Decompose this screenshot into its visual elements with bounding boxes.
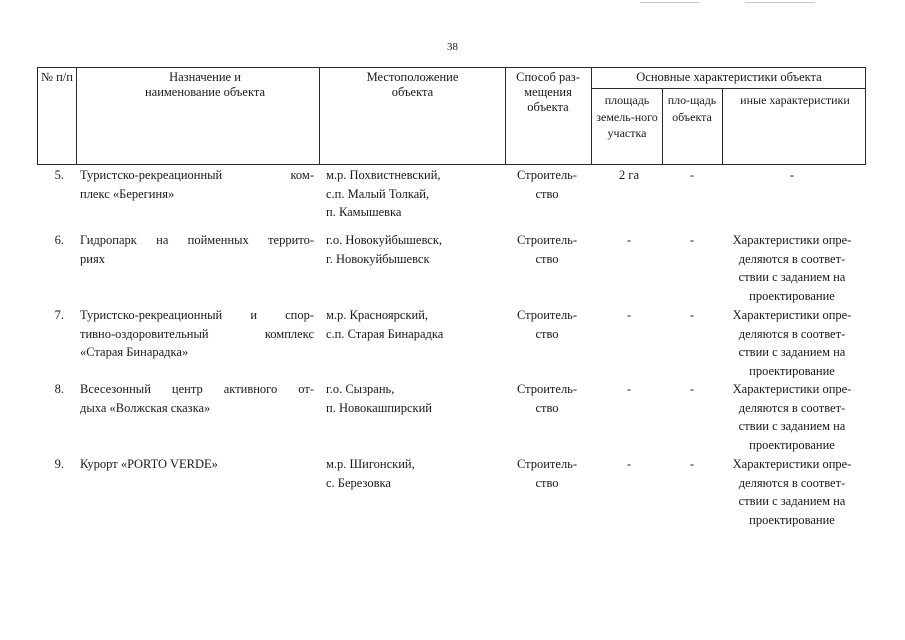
row-number: 8.	[54, 382, 64, 396]
other-characteristics-line: ствии с заданием на	[738, 494, 846, 508]
other-characteristics-line: ствии с заданием на	[738, 345, 846, 359]
other-characteristics-line: ствии с заданием на	[738, 270, 846, 284]
col-divider-name	[319, 67, 320, 164]
header-main-characteristics: Основные характеристики объекта	[636, 70, 822, 84]
object-name-line: Гидропарк на пойменных террито-	[80, 233, 314, 247]
other-characteristics-line: Характеристики опре-	[732, 233, 852, 247]
other-characteristics-line: деляются в соответ-	[738, 400, 846, 415]
header-sub-border	[591, 88, 866, 89]
row-number: 7.	[54, 308, 64, 322]
col-divider-num	[76, 67, 77, 164]
object-name-line: риях	[80, 251, 105, 266]
land-area: -	[626, 382, 632, 396]
col-divider-method	[591, 67, 592, 164]
land-area: -	[626, 457, 632, 471]
other-characteristics-line: деляются в соответ-	[738, 475, 846, 490]
other-characteristics-line: проектирование	[749, 437, 835, 452]
col-divider-location	[505, 67, 506, 164]
object-location-line: с.п. Малый Толкай,	[326, 186, 430, 201]
placement-method	[507, 380, 587, 417]
other-characteristics	[720, 306, 864, 380]
object-name-line: Курорт «PORTO VERDE»	[80, 457, 218, 471]
header-name: Назначение и наименование объекта	[144, 70, 266, 99]
placement-method-line: ство	[535, 400, 559, 415]
object-name	[80, 306, 314, 362]
object-location-line: п. Камышевка	[326, 205, 402, 219]
object-name	[80, 455, 314, 474]
header-location: Местоположение объекта	[366, 70, 459, 99]
object-location-line: г.о. Новокуйбышевск,	[326, 233, 443, 247]
object-location	[326, 455, 506, 492]
header-method: Способ раз-мещения объекта	[516, 70, 580, 114]
placement-method	[507, 231, 587, 268]
object-location-line: м.р. Красноярский,	[326, 308, 429, 322]
other-characteristics	[720, 166, 864, 185]
other-characteristics	[720, 380, 864, 454]
placement-method-line: Строитель-	[516, 233, 578, 247]
placement-method	[507, 166, 587, 203]
object-area: -	[689, 308, 695, 322]
object-name-line: «Старая Бинарадка»	[80, 345, 189, 359]
placement-method-line: ство	[535, 251, 559, 266]
object-location	[326, 380, 506, 417]
object-name-line: Туристско-рекреационный и спор-	[80, 308, 314, 322]
scan-artifact-top	[640, 2, 700, 3]
row-number: 6.	[54, 233, 64, 247]
object-name	[80, 231, 314, 268]
col-divider-area	[662, 88, 663, 164]
header-object-area: пло-щадь объекта	[667, 93, 717, 124]
other-characteristics-line: деляются в соответ-	[738, 251, 846, 266]
table-right-border	[865, 67, 866, 164]
object-name-line: Туристско-рекреационный ком-	[80, 168, 314, 182]
header-other-characteristics: иные характеристики	[740, 93, 850, 107]
header-land-area: площадь земель-ного участка	[596, 93, 658, 140]
object-area: -	[689, 233, 695, 247]
land-area: -	[626, 233, 632, 247]
other-characteristics-line: проектирование	[749, 288, 835, 303]
other-characteristics	[720, 231, 864, 305]
placement-method-line: Строитель-	[516, 308, 578, 322]
placement-method-line: Строитель-	[516, 382, 578, 396]
placement-method	[507, 455, 587, 492]
header-bottom-border	[37, 164, 866, 165]
other-characteristics-line: проектирование	[749, 363, 835, 378]
object-name	[80, 380, 314, 417]
other-characteristics-line: Характеристики опре-	[732, 308, 852, 322]
land-area: 2 га	[618, 168, 640, 182]
object-location-line: с. Березовка	[326, 475, 391, 490]
object-location	[326, 166, 506, 222]
object-name-line: Всесезонный центр активного от-	[80, 382, 314, 396]
row-number: 9.	[54, 457, 64, 471]
table-left-border	[37, 67, 38, 164]
other-characteristics	[720, 455, 864, 529]
placement-method-line: Строитель-	[516, 168, 578, 182]
object-location-line: п. Новокашпирский	[326, 400, 432, 415]
col-divider-object-area	[722, 88, 723, 164]
row-number: 5.	[54, 168, 64, 182]
object-name-line: дыха «Волжская сказка»	[80, 400, 211, 415]
other-characteristics-line: Характеристики опре-	[732, 457, 852, 471]
object-location-line: с.п. Старая Бинарадка	[326, 326, 444, 341]
placement-method-line: Строитель-	[516, 457, 578, 471]
header-num: № п/п	[41, 70, 73, 84]
object-location-line: м.р. Похвистневский,	[326, 168, 441, 182]
object-area: -	[689, 457, 695, 471]
other-characteristics-line: проектирование	[749, 512, 835, 527]
object-name	[80, 166, 314, 203]
other-characteristics-line: деляются в соответ-	[738, 326, 846, 341]
placement-method-line: ство	[535, 186, 559, 201]
object-location-line: г.о. Сызрань,	[326, 382, 395, 396]
object-location-line: м.р. Шигонский,	[326, 457, 415, 471]
object-location	[326, 306, 506, 343]
table-top-border	[37, 67, 866, 68]
placement-method-line: ство	[535, 475, 559, 490]
other-characteristics-line: -	[789, 168, 795, 182]
land-area: -	[626, 308, 632, 322]
other-characteristics-line: ствии с заданием на	[738, 419, 846, 433]
scan-artifact-top-right	[745, 2, 815, 3]
placement-method-line: ство	[535, 326, 559, 341]
object-name-line: плекс «Берегиня»	[80, 186, 175, 201]
object-location	[326, 231, 506, 268]
object-area: -	[689, 382, 695, 396]
placement-method	[507, 306, 587, 343]
object-name-line: тивно-оздоровительный комплекс	[80, 326, 314, 341]
object-location-line: г. Новокуйбышевск	[326, 251, 430, 266]
page-number: 38	[447, 41, 458, 53]
object-area: -	[689, 168, 695, 182]
other-characteristics-line: Характеристики опре-	[732, 382, 852, 396]
